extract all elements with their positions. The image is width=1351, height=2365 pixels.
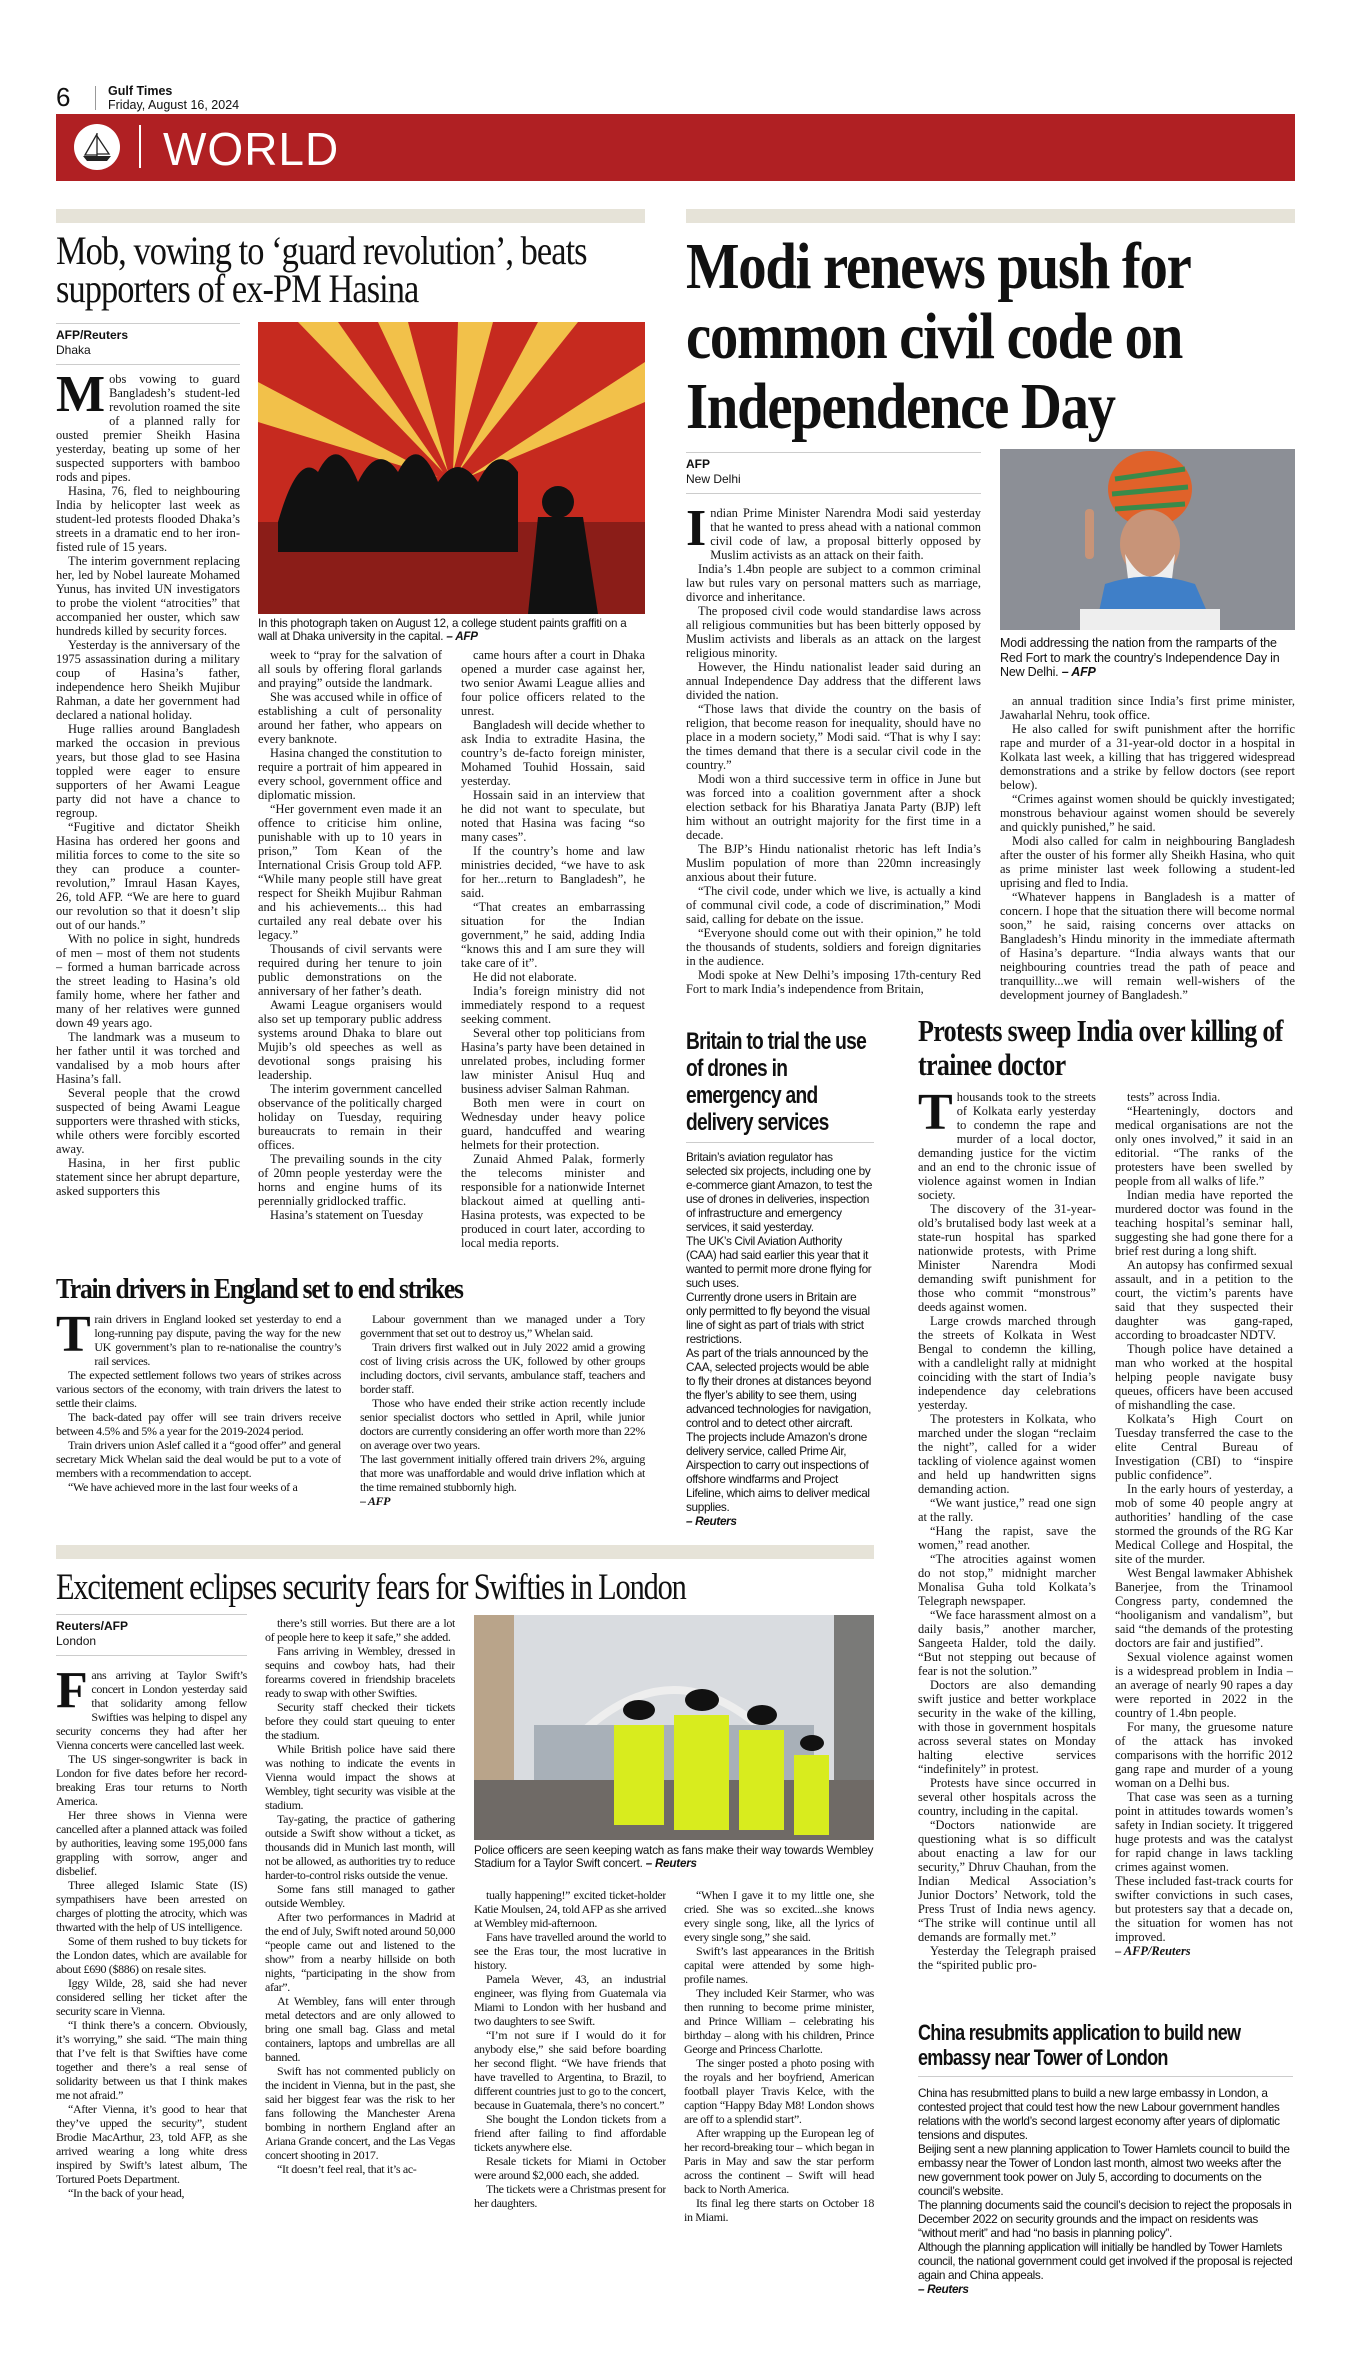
dateline: New Delhi [686, 472, 741, 486]
paragraph: “I think there’s a concern. Obviously, it’s worrying,” she said. “The main thing that I’ve felt is that Swifties have come together and there’s a real sense of solidarity between us that I think makes me not afraid.” [56, 2018, 247, 2102]
article-column [461, 648, 645, 1252]
paragraph: The tickets were a Christmas present for her daughters. [474, 2182, 666, 2210]
paragraph: The projects include Amazon’s drone delivery service, called Prime Air, Airspection to carry out inspections of offshore windfarms and Project Lifeline, which aims to deliver medical supplies. [686, 1430, 870, 1514]
headline-protests: Protests sweep India over killing of trainee doctor [918, 1013, 1283, 1082]
caption-text: Modi addressing the nation from the ramparts of the Red Fort to mark the country’s Independence Day in New Delhi. [1000, 636, 1280, 679]
paragraph: Large crowds marched through the streets of Kolkata in West Bengal to condemn the killing, with a candlelight rally at midnight coinciding with the start of India’s independence day celebrations yesterday. [918, 1314, 1096, 1412]
agency: AFP [686, 457, 710, 471]
article-column [684, 1888, 874, 2284]
paragraph: The singer posted a photo posing with the royals and her boyfriend, American football player Travis Kelce, with the caption “Happy Bday M8! London shows are off to a splendid start”. [684, 2056, 874, 2126]
paragraph: Huge rallies around Bangladesh marked the occasion in previous years, but those glad to see Hasina toppled were eager to ensure supporters of her Awami League party did not have a chance to regroup. [56, 722, 240, 820]
paper-name: Gulf Times [108, 84, 173, 98]
paragraph: Pamela Wever, 43, an industrial engineer, was flying from Guatemala via Miami to London with her husband and two daughters to see Swift. [474, 1972, 666, 2028]
paragraph: Several people that the crowd suspected of being Awami League supporters were thrashed with sticks, while others were forcibly escorted away. [56, 1086, 240, 1156]
paragraph: As part of the trials announced by the CAA, selected projects would be able to fly their drones at distances beyond the flyer’s ability to see them, using advanced technologies for navigation, control and to detect other aircraft. [686, 1346, 872, 1430]
paragraph: “Whatever happens in Bangladesh is a matter of concern. I hope that the situation there will become normal soon,” he said, raising concerns over attacks on Bangladesh’s Hindu minority in the immediate aftermath of Hasina’s departure. “India always wants that our neighbouring countries tread the path of peace and tranquillity...we will remain well-wishers of the development journey of Bangladesh.” [1000, 890, 1295, 1002]
headline-drones: Britain to trial the use of drones in emergency and delivery services [686, 1028, 867, 1136]
article-column [686, 506, 981, 1002]
paragraph: housands took to the streets of Kolkata early yesterday to condemn the rape and murder of a local doctor, demanding justice for the victim and an end to the chronic issue of violence against women in Indian society. [918, 1090, 1096, 1202]
paragraph: obs vowing to guard Bangladesh’s student-led revolution roamed the site of a planned rally for ousted premier Sheikh Hasina yesterday, beating up some of her suspected supporters with bamboo rods and pipes. [56, 372, 240, 484]
paragraph: He also called for swift punishment after the horrific rape and murder of a 31-year-old doctor in a hospital in Kolkata last week, a killing that has triggered widespread demonstrations and a strike by fellow doctors (see report below). [1000, 722, 1295, 792]
paragraph: ans arriving at Taylor Swift’s concert in London yesterday said that solidarity among fellow Swifties was helping to dispel any security concerns they had after her Vienna concerts were cancelled last week. [56, 1668, 247, 1752]
divider [95, 86, 96, 110]
paragraph: Iggy Wilde, 28, said she had never considered selling her ticket after the security scare in Vienna. [56, 1976, 247, 2018]
paragraph: The interim government replacing her, led by Nobel laureate Mohamed Yunus, has invited UN investigators to probe the violent “atrocities” that accompanied her ouster, which saw hundreds killed by security forces. [56, 554, 240, 638]
caption-text: In this photograph taken on August 12, a college student paints graffiti on a wall at Dhaka university in the capital. [258, 617, 627, 643]
paragraph: Yesterday the Telegraph praised the “spirited public pro- [918, 1944, 1096, 1972]
article-column [474, 1888, 666, 2284]
dateline: London [56, 1634, 97, 1648]
paragraph: China has resubmitted plans to build a new large embassy in London, a contested project that could test how the new Labour government handles relations with the world’s second largest economy after years of diplomatic tensions and disputes. [918, 2086, 1280, 2142]
story-credit: – AFP/Reuters [1115, 1944, 1191, 1958]
paragraph: Hasina’s statement on Tuesday [270, 1208, 424, 1222]
paragraph: Hasina changed the constitution to require a portrait of him appeared in every school, government office and diplomatic mission. [258, 746, 442, 802]
paragraph: tests” across India. [1127, 1090, 1221, 1104]
paragraph: Security staff checked their tickets before they could start queuing to enter the stadium. [265, 1700, 455, 1742]
paragraph: Currently drone users in Britain are only permitted to fly beyond the visual line of sight as part of trials with strict restrictions. [686, 1290, 870, 1346]
paragraph: West Bengal lawmaker Abhishek Banerjee, from the Trinamool Congress party, condemned the “hooliganism and vandalism”, but said “the demands of the protesting doctors are fair and justified”. [1115, 1566, 1293, 1650]
paragraph: She bought the London tickets from a friend after failing to find affordable tickets anywhere else. [474, 2112, 666, 2154]
byline [686, 452, 981, 494]
article-column [258, 648, 442, 1252]
paragraph: “Doctors nationwide are questioning what is so difficult about enacting a law for our security,” Dhruv Chauhan, from the Indian Medical Association’s Junior Doctors’ Network, told the Press Trust of India news agency. “The strike will continue until all demands are formally met.” [918, 1818, 1096, 1944]
paragraph: The interim government cancelled observance of the politically charged holiday on Tuesday, requiring bureaucrats to remain in their offices. [258, 1082, 442, 1152]
paragraph: Thousands of civil servants were required during her tenure to join public demonstrations on the anniversary of her father’s death. [258, 942, 442, 998]
article-column [686, 1150, 874, 1535]
paragraph: Some of them rushed to buy tickets for the London dates, which are available for about £690 ($886) on resale sites. [56, 1934, 247, 1976]
paragraph: rain drivers in England looked set yesterday to end a long-running pay dispute, paving the way for the new UK government’s plan to re-nationalise the country’s rail services. [94, 1312, 341, 1368]
paragraph: Zunaid Ahmed Palak, formerly the telecoms minister and responsible for a nationwide Internet blackout aimed at quelling anti-Hasina protests, was expected to be produced in court later, according to local media reports. [461, 1152, 645, 1250]
paragraph: “The atrocities against women do not stop,” midnight marcher Monalisa Guha told Kolkata’s Telegraph newspaper. [918, 1552, 1096, 1608]
photo-caption [1000, 636, 1295, 680]
dropcap: M [56, 372, 106, 423]
story-credit: – Reuters [918, 2282, 969, 2296]
paragraph: Swift’s last appearances in the British capital were attended by some high-profile names. [684, 1944, 874, 1986]
paragraph: Tay-gating, the practice of gathering outside a Swift show without a ticket, as thousands did in Munich last month, will not be allowed, as authorities try to reduce harder-to-control risks outside the venue. [265, 1812, 455, 1882]
paragraph: The expected settlement follows two years of strikes across various sectors of the economy, with train drivers the latest to settle their claims. [56, 1368, 341, 1410]
article-column [360, 1312, 645, 1527]
paragraph: The US singer-songwriter is back in London for five dates before her record-breaking Eras tour returns to North America. [56, 1752, 247, 1808]
dropcap: T [918, 1090, 953, 1141]
paragraph: However, the Hindu nationalist leader said during an annual Independence Day address that the different laws divided the nation. [686, 660, 981, 702]
photo-caption [258, 617, 645, 643]
headline-swift: Excitement eclipses security fears for Swifties in London [56, 1567, 686, 1608]
paragraph: Britain’s aviation regulator has selected six projects, including one by e-commerce giant Amazon, to test the use of drones in deliveries, inspection of infrastructure and emergency services, it said yesterday. [686, 1150, 873, 1234]
paragraph: Both men were in court on Wednesday under heavy police guard, handcuffed and wearing helmets for their protection. [461, 1096, 645, 1152]
section-title: WORLD [163, 123, 340, 175]
photo-caption [474, 1844, 874, 1870]
paragraph: The planning documents said the council’s decision to reject the proposals in December 2022 on security grounds and the impact on residents was “without merit” and had “no basis in planning policy”. [918, 2198, 1292, 2240]
paragraph: “We want justice,” read one sign at the rally. [918, 1496, 1096, 1524]
paragraph: Resale tickets for Miami in October were around $2,000 each, she added. [474, 2154, 666, 2182]
story-credit: – AFP [360, 1494, 391, 1508]
paragraph: Fans have travelled around the world to see the Eras tour, the most lucrative in history. [474, 1930, 666, 1972]
paragraph: Train drivers first walked out in July 2022 amid a growing cost of living crisis across the UK, followed by other groups including doctors, civil servants, ambulance staff, teachers and border staff. [360, 1340, 645, 1396]
paragraph: If the country’s home and law ministries decided, “we have to ask for her...return to Bangladesh”, he said. [461, 844, 645, 900]
paragraph: The UK’s Civil Aviation Authority (CAA) had said earlier this year that it wanted to permit more drone flying for such uses. [686, 1234, 872, 1290]
photo-modi [1000, 449, 1295, 630]
dropcap: T [56, 1312, 91, 1363]
article-column [56, 1312, 341, 1527]
paragraph: After two performances in Madrid at the end of July, Swift noted around 50,000 “people came out and listened to the show” from a nearby hillside on both nights, “participating in the show from afar”. [265, 1910, 455, 1994]
caption-credit: – AFP [446, 630, 478, 643]
paragraph: Although the planning application will initially be handled by Tower Hamlets council, the national government could get involved if the proposal is rejected again and China appeals. [918, 2240, 1293, 2282]
paragraph: tually happening!” excited ticket-holder Katie Moulsen, 24, told AFP as she arrived at Wembley mid-afternoon. [474, 1888, 666, 1930]
paragraph: The protesters in Kolkata, who marched under the slogan “reclaim the night”, called for a wider tackling of violence against women and held up handwritten signs demanding action. [918, 1412, 1096, 1496]
paragraph: Labour government than we managed under a Tory government that set out to destroy us,” Whelan said. [360, 1312, 645, 1340]
paragraph: These included fast-track courts for swifter convictions in such cases, but protesters say that a decade on, the situation for women has not improved. [1115, 1874, 1293, 1944]
paragraph: there’s still worries. But there are a lot of people here to keep it safe,” she added. [265, 1616, 455, 1644]
paragraph: While British police have said there was nothing to indicate the events in Vienna would impact the shows at Wembley, tight security was visible at the stadium. [265, 1742, 455, 1812]
byline [56, 323, 240, 365]
section-rule [56, 1545, 874, 1559]
paragraph: After wrapping up the European leg of her record-breaking tour – which began in Paris in May and saw the star perform across the continent – Swift will head back to North America. [684, 2126, 874, 2196]
paragraph: Modi won a third successive term in office in June but was forced into a coalition government after a shock election setback for his Bharatiya Janata Party (BJP) left him without an outright majority for the first time in a decade. [686, 772, 981, 842]
paragraph: India’s foreign ministry did not immediately respond to a request seeking comment. [461, 984, 645, 1026]
paragraph: Yesterday is the anniversary of the 1975 assassination during a military coup of Hasina’s father, independence hero Sheikh Mujibur Rahman, a date her government had declared a national holiday. [56, 638, 240, 722]
paragraph: “In the back of your head, [68, 2186, 185, 2200]
paragraph: ndian Prime Minister Narendra Modi said yesterday that he wanted to press ahead with a national common civil code of law, a proposal bitterly opposed by Muslim activists as an attack on their faith. [710, 506, 981, 562]
paragraph: Kolkata’s High Court on Tuesday transferred the case to the elite Central Bureau of Investigation (CBI) to “inspire public confidence”. [1115, 1412, 1293, 1482]
paragraph: The back-dated pay offer will see train drivers receive between 4.5% and 5% a year for the 2019-2024 period. [56, 1410, 341, 1438]
headline-china: China resubmits application to build new embassy near Tower of London [918, 2020, 1241, 2070]
photo-graffiti [258, 322, 645, 614]
agency: Reuters/AFP [56, 1619, 129, 1633]
paragraph: “We have achieved more in the last four weeks of a [68, 1480, 298, 1494]
paragraph: They included Keir Starmer, who was then running to become prime minister, and Prince William – celebrating his birthday – along with his children, Prince George and Princess Charlotte. [684, 1986, 874, 2056]
paragraph: Protests have since occurred in several other hospitals across the country, including in the capital. [918, 1776, 1096, 1818]
article-column [56, 1668, 247, 2284]
dhow-icon [74, 124, 120, 170]
paragraph: An autopsy has confirmed sexual assault, and in a petition to the court, the victim’s parents have said that they suspected their daughter was gang-raped, according to broadcaster NDTV. [1115, 1258, 1293, 1342]
issue-date: Friday, August 16, 2024 [108, 98, 240, 112]
paragraph: The landmark was a museum to her father until it was torched and vandalised by a mob hours after Hasina’s fall. [56, 1030, 240, 1086]
paragraph: “Those laws that divide the country on the basis of religion, that become reason for inequality, should have no place in a modern society,” Modi said. “That is why I say: the times demand that there is a secular civil code in the country.” [686, 702, 981, 772]
photo-wembley [474, 1615, 874, 1840]
paragraph: Its final leg there starts on October 18 in Miami. [684, 2196, 874, 2224]
paragraph: India’s 1.4bn people are subject to a common criminal law but rules vary on personal matters such as marriage, divorce and inheritance. [686, 562, 981, 604]
article-column [918, 2086, 1293, 2356]
paragraph: Three alleged Islamic State (IS) sympathisers have been arrested on charges of plotting the atrocity, which was thwarted with the help of US intelligence. [56, 1878, 247, 1934]
paragraph: Though police have detained a man who worked at the hospital helping people navigate busy queues, officers have been accused of mishandling the case. [1115, 1342, 1293, 1412]
paragraph: Modi spoke at New Delhi’s imposing 17th-century Red Fort to mark India’s independence from Britain, [686, 968, 981, 996]
paragraph: “We face harassment almost on a daily basis,” another marcher, Sangeeta Halder, told the daily. “But not stepping out because of fear is not the solution.” [918, 1608, 1096, 1678]
paragraph: Awami League organisers would also set up temporary public address systems around Dhaka to blare out Mujib’s old speeches as well as devotional songs praising his leadership. [258, 998, 442, 1082]
paragraph: At Wembley, fans will enter through metal detectors and are only allowed to bring one small bag. Glass and metal containers, laptops and umbrellas are all banned. [265, 1994, 455, 2064]
paragraph: Some fans still managed to gather outside Wembley. [265, 1882, 455, 1910]
divider [139, 125, 141, 168]
section-rule [686, 209, 1295, 223]
caption-credit: – AFP [1061, 665, 1096, 679]
dateline: Dhaka [56, 343, 91, 357]
divider [918, 2076, 1293, 2077]
article-column [1000, 694, 1295, 1002]
caption-text: Police officers are seen keeping watch as fans make their way towards Wembley Stadium for a Taylor Swift concert. [474, 1844, 874, 1870]
paragraph: “After Vienna, it’s good to hear that they’ve upped the security”, student Brodie MacArthur, 23, told AFP, as she arrived wearing a long white dress inspired by Swift’s latest album, The Tortured Poets Department. [56, 2102, 247, 2186]
paragraph: “Hang the rapist, save the women,” read another. [918, 1524, 1096, 1552]
paragraph: “Fugitive and dictator Sheikh Hasina has ordered her goons and militia forces to come to the site so they can produce a counter-revolution,” Imraul Hasan Kayes, 26, told AFP. “We are here to guard our revolution so that it doesn’t slip out of our hands.” [56, 820, 240, 932]
paragraph: The last government initially offered train drivers 2%, arguing that more was unaffordable and would drive inflation which at the time remained stubbornly high. [360, 1452, 645, 1494]
paragraph: “Her government even made it an offence to criticise him online, punishable with up to 10 years in prison,” Tom Kean of the International Crisis Group told AFP. “While many people still have great respect for Sheikh Mujibur Rahman and his achievements... this had curtailed any real debate over his legacy.” [258, 802, 442, 942]
paragraph: Fans arriving in Wembley, dressed in sequins and cowboy hats, had their forearms covered in friendship bracelets ready to swap with other Swifties. [265, 1644, 455, 1700]
article-column [265, 1616, 455, 2284]
section-rule [56, 209, 645, 223]
paragraph: Swift has not commented publicly on the incident in Vienna, but in the past, she said her biggest fear was the risk to her fans following the Manchester Arena bombing in northern England after an Ariana Grande concert, and the Las Vegas concert shooting in 2017. [265, 2064, 455, 2162]
paragraph: an annual tradition since India’s first prime minister, Jawaharlal Nehru, took office. [1000, 694, 1295, 722]
paragraph: The BJP’s Hindu nationalist rhetoric has left India’s Muslim population of more than 220mn increasingly anxious about their future. [686, 842, 981, 884]
paragraph: Those who have ended their strike action recently include senior specialist doctors who settled in April, while junior doctors are currently considering an offer worth more than 22% on average over two years. [360, 1396, 645, 1452]
paragraph: “Hearteningly, doctors and medical organisations are not the only ones involved,” it said in an editorial. “The ranks of the protesters have been swelled by people from all walks of life.” [1115, 1104, 1293, 1188]
page-number: 6 [56, 82, 71, 112]
paragraph: The discovery of the 31-year-old’s brutalised body last week at a state-run hospital has sparked nationwide protests, with Prime Minister Narendra Modi demanding swift punishment for those who commit “monstrous” deeds against women. [918, 1202, 1096, 1314]
dropcap: I [686, 506, 707, 557]
article-column [918, 1090, 1096, 2002]
paragraph: “When I gave it to my little one, she cried. She was so excited...she knows every single song, like, all the lyrics of every single song,” she said. [684, 1888, 874, 1944]
paragraph: That case was seen as a turning point in attitudes towards women’s safety in Indian society. It triggered huge protests and was the catalyst for rapid change in laws tackling crimes against women. [1115, 1790, 1293, 1874]
paragraph: With no police in sight, hundreds of men – most of them not students – formed a human barricade across the street leading to Hasina’s old family home, where her father and many of her relatives were gunned down 49 years ago. [56, 932, 240, 1030]
headline-hasina: Mob, vowing to ‘guard revolution’, beats supporters of ex-PM Hasina [56, 228, 587, 311]
paragraph: He did not elaborate. [473, 970, 577, 984]
paragraph: Beijing sent a new planning application to Tower Hamlets council to build the embassy near the Tower of London last month, almost two weeks after the new government took power on July 5, according to documents on the council’s website. [918, 2142, 1290, 2198]
paragraph: “I’m not sure if I would do it for anybody else,” she said before boarding her second flight. “We have friends that have travelled to Argentina, to Brazil, to different countries just to go to the concert, because in Guatemala, there’s no concert.” [474, 2028, 666, 2112]
article-column [56, 372, 240, 1252]
paragraph: Modi also called for calm in neighbouring Bangladesh after the ouster of his former ally Sheikh Hasina, who quit as prime minister last week following a student-led uprising and fled to India. [1000, 834, 1295, 890]
divider [686, 1142, 874, 1143]
article-column [1115, 1090, 1293, 2002]
paragraph: “It doesn’t feel real, that it’s ac- [277, 2162, 417, 2176]
paragraph: Indian media have reported the murdered doctor was found in the teaching hospital’s seminar hall, suggesting she had gone there for a brief rest during a long shift. [1115, 1188, 1293, 1258]
paragraph: Hasina, in her first public statement since her abrupt departure, asked supporters this [56, 1156, 240, 1198]
paragraph: came hours after a court in Dhaka opened a murder case against her, two senior Awami League allies and four police officers related to the unrest. [461, 648, 645, 718]
caption-credit: – Reuters [645, 1857, 697, 1870]
headline-train: Train drivers in England set to end strikes [56, 1273, 463, 1305]
paragraph: Sexual violence against women is a widespread problem in India – an average of nearly 90 rapes a day were reported in 2022 in the country of 1.4bn people. [1115, 1650, 1293, 1720]
paragraph: She was accused while in office of establishing a cult of personality around her father, who appears on every banknote. [258, 690, 442, 746]
dropcap: F [56, 1668, 88, 1719]
story-credit: – Reuters [686, 1514, 737, 1528]
paragraph: Her three shows in Vienna were cancelled after a planned attack was foiled by authorities, leaving some 195,000 fans grappling with sorrow, anger and disbelief. [56, 1808, 247, 1878]
paragraph: Hasina, 76, fled to neighbouring India by helicopter last week as student-led protests flooded Dhaka’s streets in a dramatic end to her iron-fisted rule of 15 years. [56, 484, 240, 554]
paragraph: “Everyone should come out with their opinion,” he told the thousands of students, soldiers and foreign dignitaries in the audience. [686, 926, 981, 968]
paragraph: Hossain said in an interview that he did not want to speculate, but noted that Hasina was facing “so many cases”. [461, 788, 645, 844]
paragraph: In the early hours of yesterday, a mob of some 40 people angry at authorities’ handling of the case stormed the grounds of the RG Kar Medical College and Hospital, the site of the murder. [1115, 1482, 1293, 1566]
paragraph: “Crimes against women should be quickly investigated; monstrous behaviour against women should be severely and quickly punished,” he said. [1000, 792, 1295, 834]
paragraph: Train drivers union Aslef called it a “good offer” and general secretary Mick Whelan said the deal would be put to a vote of members with a recommendation to accept. [56, 1438, 341, 1480]
paragraph: The proposed civil code would standardise laws across all religious communities but has been bitterly opposed by Muslim activists and liberals as an attack on the largest religious minority. [686, 604, 981, 660]
paragraph: For many, the gruesome nature of the attack has invoked comparisons with the horrific 2012 gang rape and murder of a young woman on a Delhi bus. [1115, 1720, 1293, 1790]
agency: AFP/Reuters [56, 328, 129, 342]
paragraph: “That creates an embarrassing situation for the Indian government,” he said, adding India “knows this and I am sure they will take care of it”. [461, 900, 645, 970]
headline-modi: Modi renews push for common civil code on Independence Day [686, 230, 1190, 443]
paragraph: Bangladesh will decide whether to ask India to extradite Hasina, the country’s de-facto foreign minister, Mohamed Touhid Hossain, said yesterday. [461, 718, 645, 788]
byline [56, 1614, 247, 1656]
paragraph: The prevailing sounds in the city of 20mn people yesterday were the horns and engine hums of its perennially gridlocked traffic. [258, 1152, 442, 1208]
paragraph: “The civil code, under which we live, is actually a kind of communal civil code, a code of discrimination,” Modi said, calling for debate on the issue. [686, 884, 981, 926]
paragraph: Doctors are also demanding swift justice and better workplace security in the wake of the killing, with those in government hospitals across several states on Monday halting elective services “indefinitely” in protest. [918, 1678, 1096, 1776]
paragraph: Several other top politicians from Hasina’s party have been detained in unrelated probes, including former law minister Anisul Huq and business adviser Salman Rahman. [461, 1026, 645, 1096]
paragraph: week to “pray for the salvation of all souls by offering floral garlands and praying” outside the landmark. [258, 648, 442, 690]
